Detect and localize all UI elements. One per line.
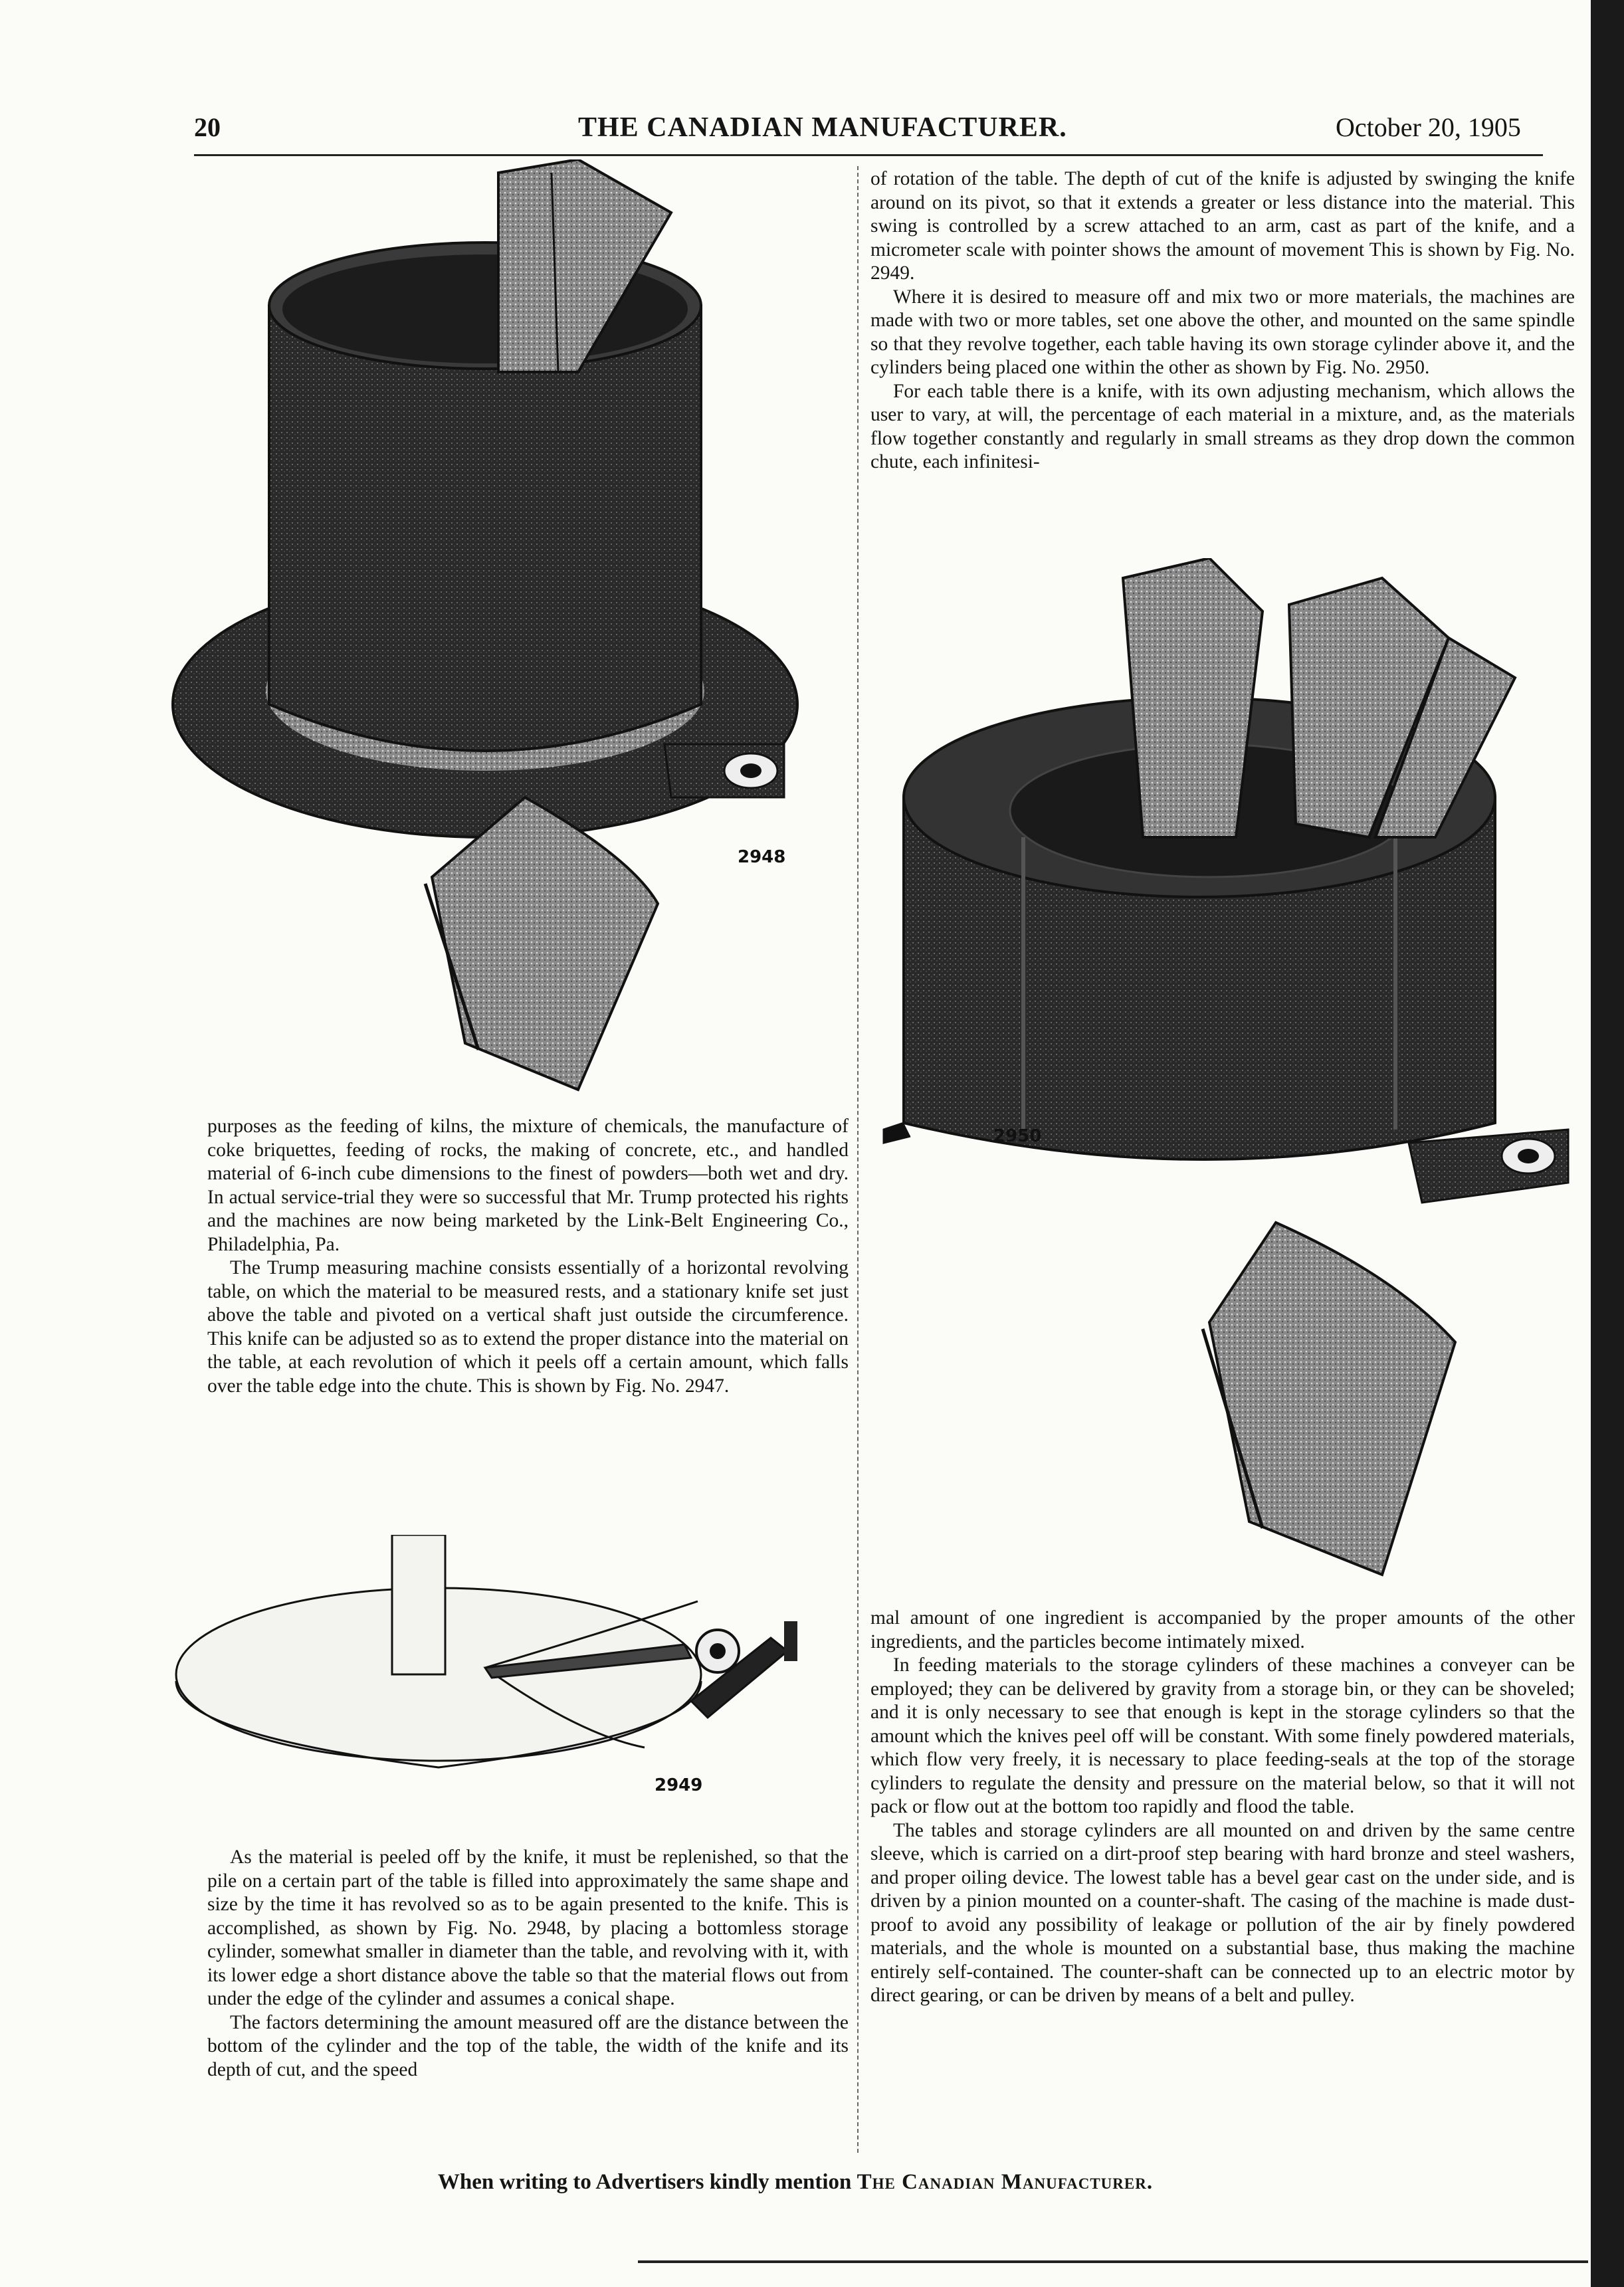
paragraph: mal amount of one ingredient is accompanied by the proper amounts of the other ingredients, and the particles become intimately mixed. xyxy=(870,1607,1575,1652)
page-number: 20 xyxy=(194,112,221,142)
left-column-bottom-text xyxy=(207,1846,849,2082)
page-edge-shadow xyxy=(1591,0,1624,2287)
figure-2949-label: 2949 xyxy=(655,1775,703,1795)
paragraph: of rotation of the table. The depth of cut of the knife is adjusted by swinging the knife around on its pivot, so that it extends a greater or less distance into the material. This swing is controlled by a screw attached to an arm, cast as part of the knife, and a micrometer scale with pointer shows the amount of movement This is shown by Fig. No. 2949. xyxy=(870,168,1575,284)
left-column-middle-text xyxy=(207,1115,849,1398)
publication-title: THE CANADIAN MANUFACTURER. xyxy=(578,112,1067,143)
paragraph: As the material is peeled off by the knife, it must be replenished, so that the pile on a certain part of the table is filled into approximately the same shape and size by the time it has revolved so as to be again presented to the knife. This is accomplished, as shown by Fig. No. 2948, by placing a bottomless storage cylinder, somewhat smaller in diameter than the table, and revolving with it, with its lower edge a short distance above the table so that the material flows out from under the edge of the cylinder and assumes a conical shape. xyxy=(207,1846,849,2009)
figure-2949 xyxy=(166,1535,837,1814)
figure-2950 xyxy=(864,558,1581,1588)
paragraph: In feeding materials to the storage cylinders of these machines a conveyer can be employed; they can be delivered by gravity from a storage bin, or they can be shoveled; and it is only necessary to see that enough is kept in the storage cylinders so that the amount which the knives peel off will be constant. With some finely powdered materials, which flow very freely, it is necessary to place feeding-seals at the top of the storage cylinders to regulate the density and pressure on the material below, so that it will not pack or flow out at the bottom too rapidly and flood the table. xyxy=(870,1654,1575,1817)
figure-2950-label: 2950 xyxy=(993,1126,1042,1146)
right-column-top-text xyxy=(870,167,1575,474)
bottom-rule xyxy=(638,2260,1588,2263)
paragraph: The Trump measuring machine consists essentially of a horizontal revolving table, on which the material to be measured rests, and a stationary knife set just above the table and pivoted on a vertical shaft just outside the circumference. This knife can be adjusted so as to extend the proper distance into the material on the table, at each revolution of which it peels off a certain amount, which falls over the table edge into the chute. This is shown by Fig. No. 2947. xyxy=(207,1257,849,1397)
header-rule xyxy=(194,154,1543,156)
figure-2948 xyxy=(153,159,817,1103)
paragraph: For each table there is a knife, with its own adjusting mechanism, which allows the user to vary, at will, the percentage of each material in a mixture, and, as the materials flow together constantly and regularly in small streams as they drop down the common chute, each infinitesi- xyxy=(870,380,1575,472)
footer-notice xyxy=(0,2170,1591,2195)
paragraph: purposes as the feeding of kilns, the mixture of chemicals, the manufacture of coke briquettes, feeding of rocks, the making of concrete, etc., and handled material of 6-inch cube dimensions to the finest of powders—both wet and dry. In actual service-trial they were so successful that Mr. Trump protected his rights and the machines are now being marketed by the Link-Belt Engineering Co., Philadelphia, Pa. xyxy=(207,1116,849,1255)
column-divider xyxy=(857,166,859,2153)
footer-publication: The Canadian Manufacturer. xyxy=(857,2170,1154,2194)
paragraph: The factors determining the amount measured off are the distance between the bottom of the cylinder and the top of the table, the width of the knife and its depth of cut, and the speed xyxy=(207,2011,849,2080)
issue-date: October 20, 1905 xyxy=(1336,112,1521,142)
right-column-bottom-text xyxy=(870,1607,1575,2008)
footer-prefix: When writing to Advertisers kindly mention xyxy=(437,2170,852,2194)
paragraph: The tables and storage cylinders are all mounted on and driven by the same centre sleeve, which is carried on a dirt-proof step bearing with hard bronze and steel washers, and proper oiling device. The lowest table has a bevel gear cast on the under side, and is driven by a pinion mounted on a counter-shaft. The casing of the machine is made dust-proof to avoid any possibility of leakage or pollution of the air by finely powdered materials, and the whole is mounted on a substantial base, thus making the machine entirely self-contained. The counter-shaft can be connected up to an electric motor by direct gearing, or can be driven by means of a belt and pulley. xyxy=(870,1819,1575,2006)
figure-2948-label: 2948 xyxy=(738,847,786,867)
paragraph: Where it is desired to measure off and mix two or more materials, the machines are made with two or more tables, set one above the other, and mounted on the same spindle so that they revolve together, each table having its own storage cylinder above it, and the cylinders being placed one within the other as shown by Fig. No. 2950. xyxy=(870,286,1575,378)
